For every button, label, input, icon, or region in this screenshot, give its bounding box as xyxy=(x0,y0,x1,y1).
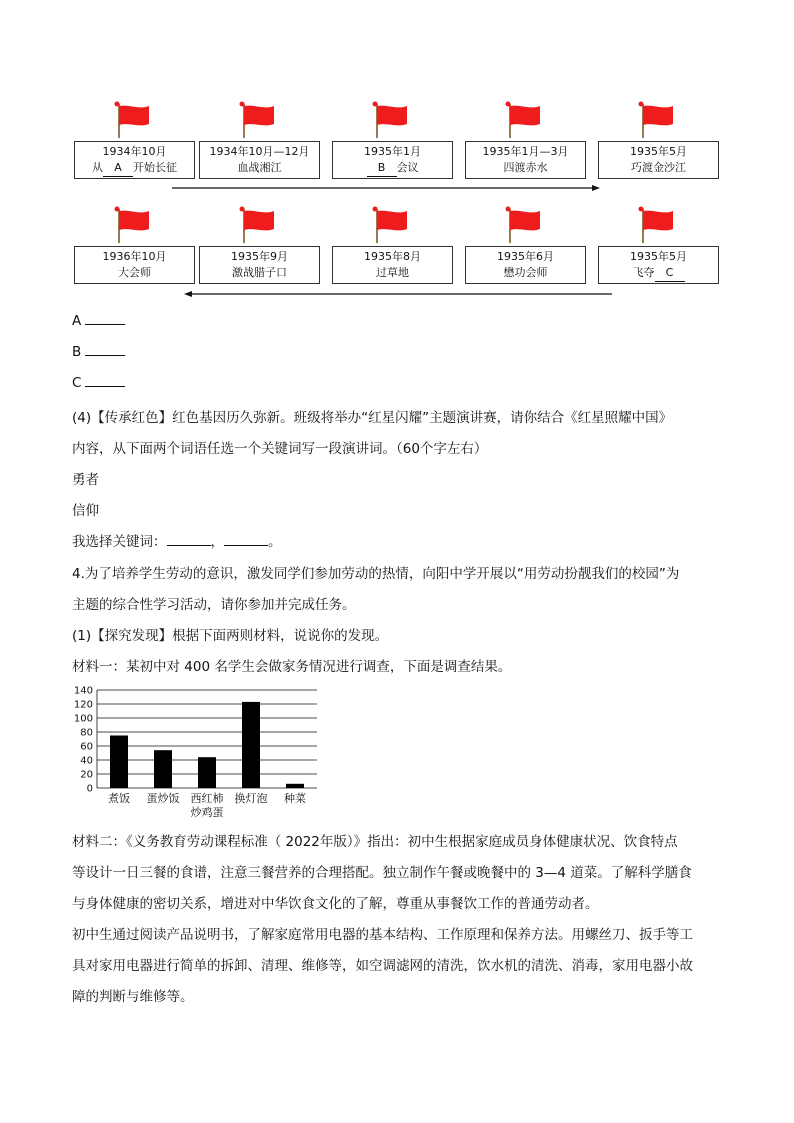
arrow-left-head xyxy=(184,291,192,297)
material-two-line1: 材料二：《义务教育劳动课程标准（ 2022年版）》指出：初中生根据家庭成员身体健康状况、饮食特点 xyxy=(72,834,678,850)
material-one: 材料一：某初中对 400 名学生会做家务情况进行调查，下面是调查结果。 xyxy=(72,659,512,675)
event-description: 血战湘江 xyxy=(237,161,282,174)
answer-c-line xyxy=(72,375,125,391)
arrow-right-head xyxy=(592,185,600,191)
x-tick-label: 炒鸡蛋 xyxy=(190,806,224,819)
y-tick-label: 40 xyxy=(80,755,93,767)
bar xyxy=(154,750,172,788)
answer-b-blank[interactable] xyxy=(85,345,125,356)
material-two-line3: 与身体健康的密切关系，增进对中华饮食文化的了解，尊重从事餐饮工作的普通劳动者。 xyxy=(72,896,599,912)
event-date: 1934年10月 xyxy=(102,145,167,158)
material-two-line2: 等设计一日三餐的食谱，注意三餐营养的合理搭配。独立制作午餐或晚餐中的 3—4 道菜。了解科学膳食 xyxy=(72,865,692,881)
keyword-option-1: 勇者 xyxy=(72,472,99,488)
event-description: 激战腊子口 xyxy=(232,266,287,279)
bar xyxy=(198,757,216,788)
event-description: B 会议 xyxy=(333,160,452,177)
labor-task1: (1)【探究发现】根据下面两则材料，说说你的发现。 xyxy=(72,628,389,644)
keyword-choice-label: 我选择关键词： xyxy=(72,534,167,550)
keyword-end: 。 xyxy=(268,534,282,550)
answer-b-line xyxy=(72,344,125,360)
y-tick-label: 140 xyxy=(73,685,93,697)
x-tick-label: 种菜 xyxy=(284,792,306,805)
keyword-option-2: 信仰 xyxy=(72,503,99,519)
keyword-sep: ， xyxy=(210,534,224,550)
labor-intro-line2: 主题的综合性学习活动，请你参加并完成任务。 xyxy=(72,597,356,613)
y-tick-label: 20 xyxy=(80,769,93,781)
q4-text-line1: (4)【传承红色】红色基因历久弥新。班级将举办“红星闪耀”主题演讲赛，请你结合《红星照耀中国》 xyxy=(72,410,673,426)
event-date: 1935年6月 xyxy=(497,250,554,263)
event-date: 1935年8月 xyxy=(364,250,421,263)
fill-in-blank[interactable]: A xyxy=(103,160,133,177)
event-date: 1935年1月 xyxy=(364,145,421,158)
event-description: 四渡赤水 xyxy=(503,161,548,174)
event-description: 从 A 开始长征 xyxy=(75,160,194,177)
material-two-line6: 障的判断与维修等。 xyxy=(72,989,194,1005)
y-tick-label: 80 xyxy=(80,727,93,739)
y-tick-label: 60 xyxy=(80,741,93,753)
keyword-blank-2[interactable] xyxy=(224,535,268,546)
bar xyxy=(110,736,128,789)
x-tick-label: 换灯泡 xyxy=(234,792,268,805)
event-date: 1935年5月 xyxy=(630,145,687,158)
answer-a-blank[interactable] xyxy=(85,314,125,325)
timeline-arrows xyxy=(0,0,794,320)
bar xyxy=(242,702,260,788)
housework-bar-chart xyxy=(70,682,330,822)
labor-intro-line1: 4.为了培养学生劳动的意识，激发同学们参加劳动的热情，向阳中学开展以“用劳动扮靓我们的校园”为 xyxy=(72,566,680,582)
answer-c-label: C xyxy=(72,375,82,391)
x-tick-label: 西红柿 xyxy=(190,792,224,805)
x-tick-label: 蛋炒饭 xyxy=(146,792,180,805)
event-description: 巧渡金沙江 xyxy=(631,161,686,174)
bar xyxy=(286,784,304,788)
event-date: 1935年1月—3月 xyxy=(482,145,569,158)
event-description: 飞夺 C xyxy=(599,265,718,282)
answer-a-line xyxy=(72,313,125,329)
y-tick-label: 120 xyxy=(73,699,93,711)
event-description: 过草地 xyxy=(376,266,409,279)
event-date: 1936年10月 xyxy=(102,250,167,263)
event-date: 1935年9月 xyxy=(231,250,288,263)
y-tick-label: 0 xyxy=(86,783,93,795)
fill-in-blank[interactable]: B xyxy=(367,160,397,177)
answer-b-label: B xyxy=(72,344,82,360)
answer-a-label: A xyxy=(72,313,82,329)
event-date: 1935年5月 xyxy=(630,250,687,263)
fill-in-blank[interactable]: C xyxy=(655,265,685,282)
event-description: 大会师 xyxy=(118,266,151,279)
material-two-line5: 具对家用电器进行简单的拆卸、清理、维修等，如空调滤网的清洗，饮水机的清洗、消毒，家用电器小故 xyxy=(72,958,693,974)
keyword-choice-line xyxy=(72,530,282,550)
q4-text-line2: 内容，从下面两个词语任选一个关键词写一段演讲词。（60个字左右） xyxy=(72,441,488,457)
event-date: 1934年10月—12月 xyxy=(209,145,310,158)
material-two-line4: 初中生通过阅读产品说明书，了解家庭常用电器的基本结构、工作原理和保养方法。用螺丝刀、扳手等工 xyxy=(72,927,693,943)
x-tick-label: 煮饭 xyxy=(108,792,130,805)
y-tick-label: 100 xyxy=(73,713,93,725)
answer-c-blank[interactable] xyxy=(85,376,125,387)
event-description: 懋功会师 xyxy=(503,266,548,279)
keyword-blank-1[interactable] xyxy=(167,535,211,546)
